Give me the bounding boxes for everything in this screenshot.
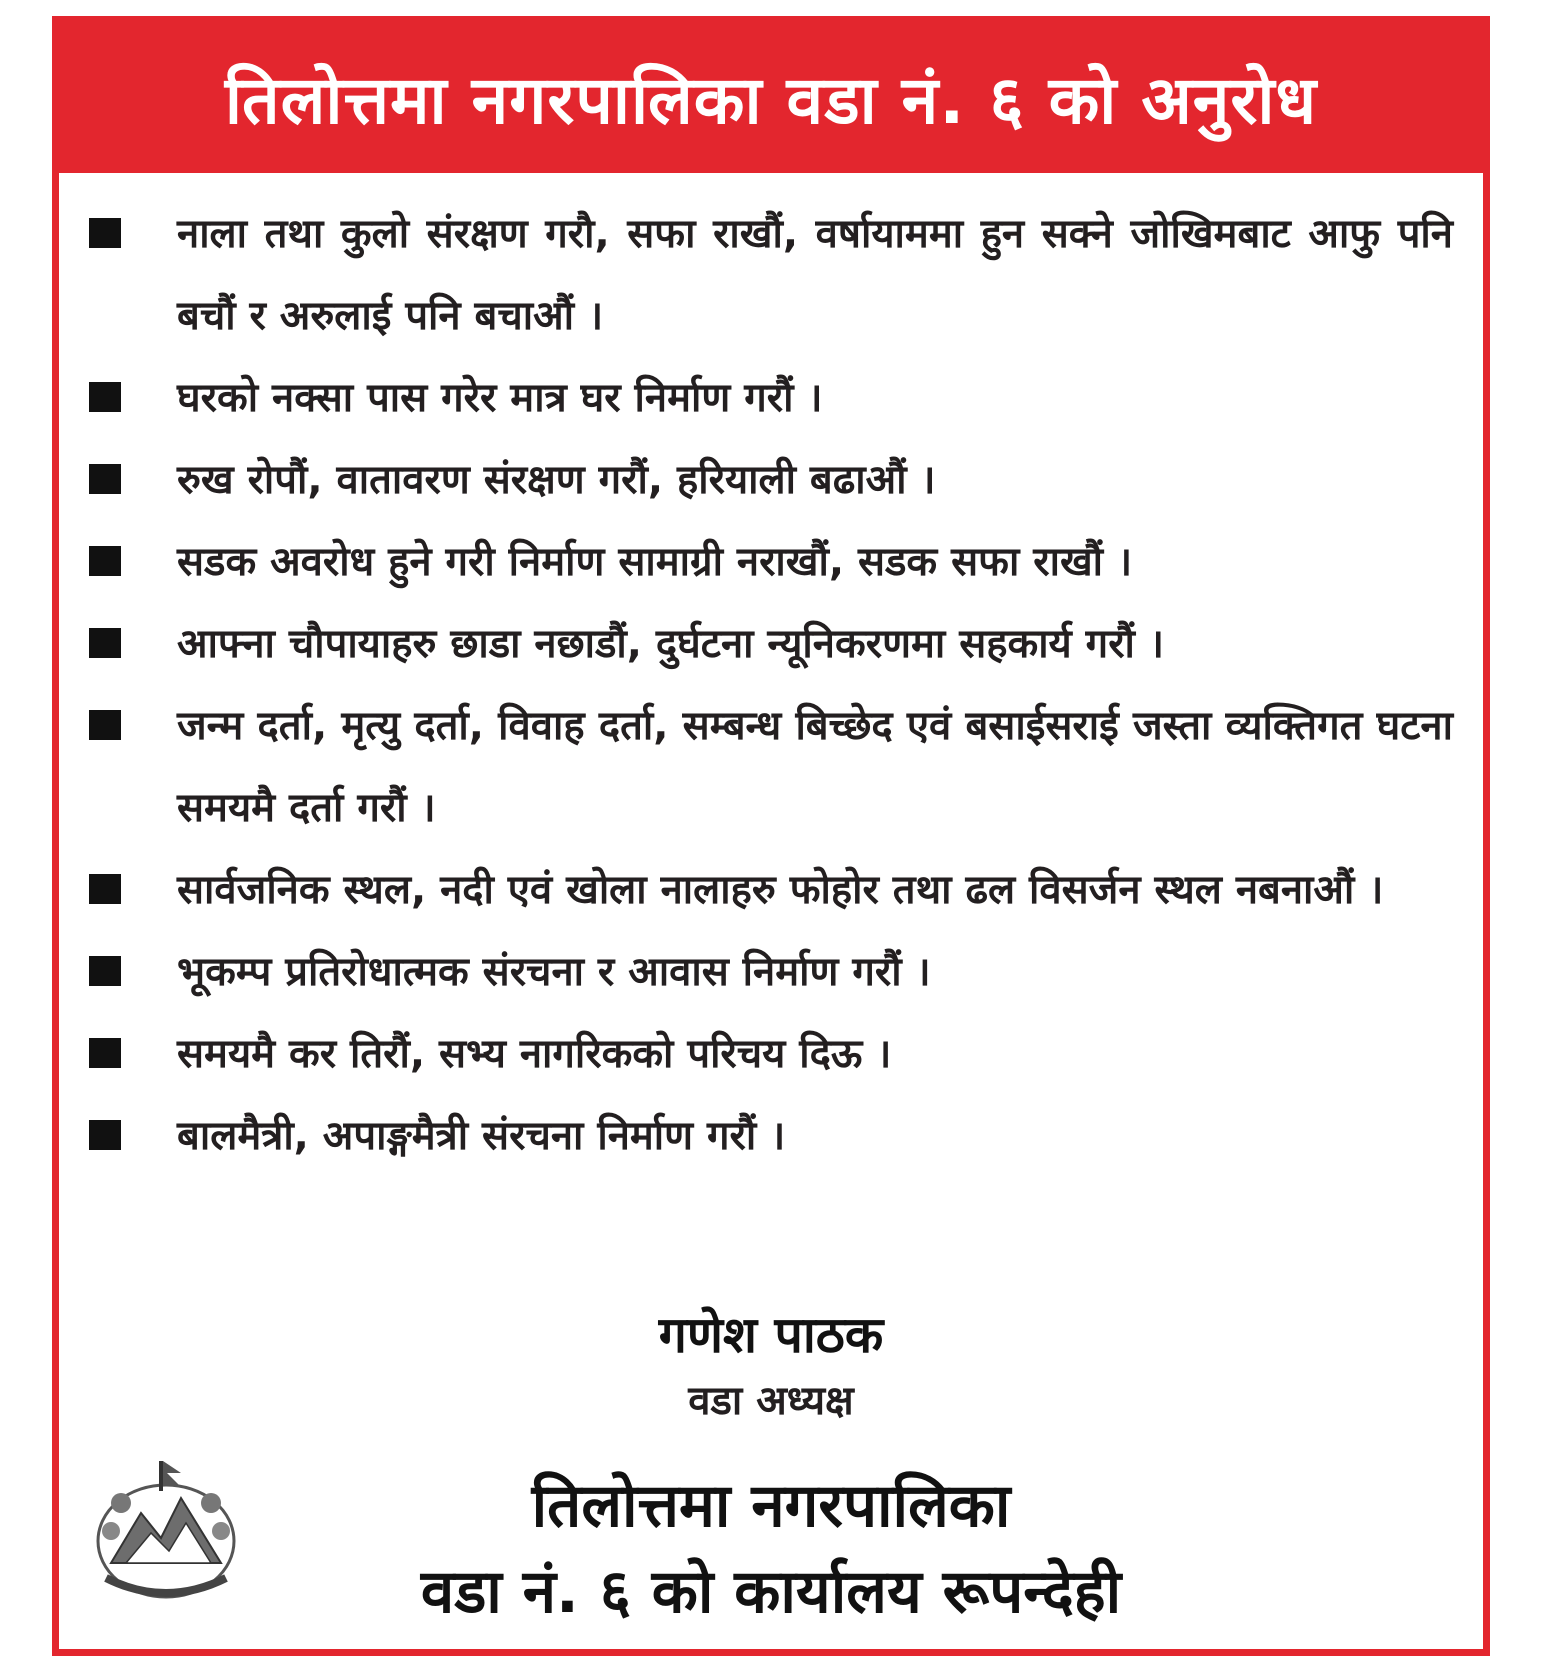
square-bullet-icon (89, 464, 121, 494)
list-item (87, 1013, 1453, 1095)
list-item (87, 931, 1453, 1013)
signature-block (59, 1303, 1483, 1431)
list-item (87, 1095, 1453, 1177)
square-bullet-icon (89, 710, 121, 740)
signer-role: वडा अध्यक्ष (688, 1378, 854, 1424)
signer-name: गणेश पाठक (658, 1306, 884, 1364)
office-address: वडा नं. ६ को कार्यालय रूपन्देही (420, 1557, 1122, 1627)
list-item (87, 193, 1453, 357)
request-text: रुख रोपौं, वातावरण संरक्षण गरौं, हरियाली बढाऔं । (177, 457, 936, 503)
request-list (87, 193, 1453, 1177)
square-bullet-icon (89, 628, 121, 658)
square-bullet-icon (89, 874, 121, 904)
office-block (59, 1463, 1483, 1635)
request-text: नाला तथा कुलो संरक्षण गरौ, सफा राखौं, वर्षायाममा हुन सक्ने जोखिमबाट आफु पनि बचौं र अरुलाई पनि बचाऔं । (177, 211, 1453, 339)
list-item (87, 521, 1453, 603)
office-name: तिलोत्तमा नगरपालिका (531, 1471, 1011, 1541)
square-bullet-icon (89, 1120, 121, 1150)
list-item (87, 849, 1453, 931)
list-item (87, 685, 1453, 849)
square-bullet-icon (89, 956, 121, 986)
request-text: सडक अवरोध हुने गरी निर्माण सामाग्री नराखौं, सडक सफा राखौं । (177, 539, 1133, 585)
request-text: बालमैत्री, अपाङ्गमैत्री संरचना निर्माण गरौं । (177, 1113, 786, 1159)
square-bullet-icon (89, 1038, 121, 1068)
request-text: भूकम्प प्रतिरोधात्मक संरचना र आवास निर्माण गरौं । (177, 949, 931, 995)
list-item (87, 603, 1453, 685)
square-bullet-icon (89, 546, 121, 576)
request-text: सार्वजनिक स्थल, नदी एवं खोला नालाहरु फोहोर तथा ढल विसर्जन स्थल नबनाऔं । (177, 867, 1384, 913)
notice-frame (52, 16, 1490, 1656)
header-band (59, 23, 1483, 173)
request-text: जन्म दर्ता, मृत्यु दर्ता, विवाह दर्ता, सम्बन्ध बिच्छेद एवं बसाईसराई जस्ता व्यक्तिगत घटना समयमै दर्ता गरौं । (177, 703, 1453, 831)
list-item (87, 439, 1453, 521)
request-text: घरको नक्सा पास गरेर मात्र घर निर्माण गरौं । (177, 375, 823, 421)
request-text: आफ्ना चौपायाहरु छाडा नछाडौं, दुर्घटना न्यूनिकरणमा सहकार्य गरौं । (177, 621, 1165, 667)
request-text: समयमै कर तिरौं, सभ्य नागरिकको परिचय दिऊ । (177, 1031, 892, 1077)
list-item (87, 357, 1453, 439)
notice-title: तिलोत्तमा नगरपालिका वडा नं. ६ को अनुरोध (224, 62, 1318, 139)
square-bullet-icon (89, 382, 121, 412)
square-bullet-icon (89, 218, 121, 248)
